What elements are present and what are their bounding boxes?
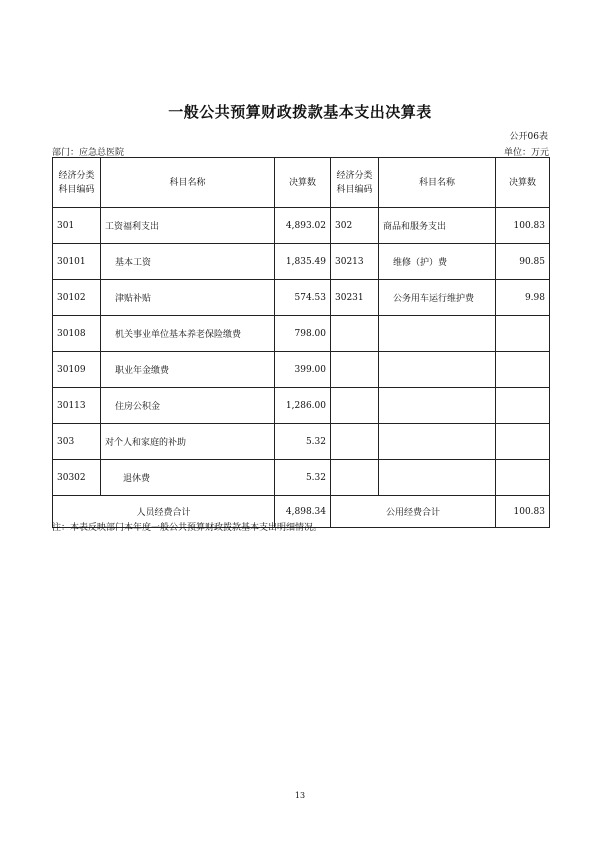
row-right-code — [331, 460, 379, 496]
row-left-code: 301 — [53, 208, 101, 244]
row-left-name: 津贴补贴 — [101, 280, 275, 316]
row-left-code: 303 — [53, 424, 101, 460]
row-right-code — [331, 388, 379, 424]
header-name-right: 科目名称 — [379, 158, 496, 208]
row-right-amount — [496, 460, 550, 496]
row-right-amount: 90.85 — [496, 244, 550, 280]
row-left-code: 30108 — [53, 316, 101, 352]
row-right-name — [379, 388, 496, 424]
table-header-row — [53, 158, 550, 208]
row-left-name: 职业年金缴费 — [101, 352, 275, 388]
row-left-name: 住房公积金 — [101, 388, 275, 424]
row-left-amount: 4,893.02 — [275, 208, 331, 244]
row-left-name: 基本工资 — [101, 244, 275, 280]
row-left-code: 30109 — [53, 352, 101, 388]
table-note: 注：本表反映部门本年度一般公共预算财政拨款基本支出明细情况。 — [52, 523, 323, 533]
unit-label: 单位：万元 — [503, 148, 549, 158]
row-left-amount: 574.53 — [275, 280, 331, 316]
row-right-name — [379, 352, 496, 388]
row-left-name: 机关事业单位基本养老保险缴费 — [101, 316, 275, 352]
row-right-code — [331, 316, 379, 352]
row-right-amount — [496, 316, 550, 352]
row-right-name — [379, 316, 496, 352]
header-name-left: 科目名称 — [101, 158, 275, 208]
header-amount-right: 决算数 — [496, 158, 550, 208]
table-row — [53, 352, 550, 388]
row-right-name: 维修（护）费 — [379, 244, 496, 280]
row-left-amount: 1,286.00 — [275, 388, 331, 424]
row-right-name — [379, 424, 496, 460]
header-code-right: 经济分类科目编码 — [331, 158, 379, 208]
row-right-amount — [496, 388, 550, 424]
row-right-code: 30231 — [331, 280, 379, 316]
row-left-amount: 5.32 — [275, 460, 331, 496]
page-number: 13 — [294, 791, 306, 800]
page-title: 一般公共预算财政拨款基本支出决算表 — [168, 103, 432, 121]
table-row — [53, 388, 550, 424]
row-left-amount: 798.00 — [275, 316, 331, 352]
table-row — [53, 280, 550, 316]
header-code-left: 经济分类科目编码 — [53, 158, 101, 208]
row-left-amount: 1,835.49 — [275, 244, 331, 280]
table-number: 公开06表 — [509, 132, 548, 142]
row-right-name: 商品和服务支出 — [379, 208, 496, 244]
row-right-amount: 9.98 — [496, 280, 550, 316]
personnel-total-label: 人员经费合计 — [53, 496, 275, 528]
row-right-code: 302 — [331, 208, 379, 244]
table-row — [53, 208, 550, 244]
row-left-amount: 5.32 — [275, 424, 331, 460]
row-right-amount: 100.83 — [496, 208, 550, 244]
table-row — [53, 460, 550, 496]
row-right-amount — [496, 424, 550, 460]
row-right-code: 30213 — [331, 244, 379, 280]
row-left-code: 30101 — [53, 244, 101, 280]
row-left-name: 工资福利支出 — [101, 208, 275, 244]
row-right-name — [379, 460, 496, 496]
row-left-code: 30102 — [53, 280, 101, 316]
basic-expenditure-table — [52, 157, 550, 528]
row-left-code: 30302 — [53, 460, 101, 496]
personnel-total-amount: 4,898.34 — [275, 496, 331, 528]
row-right-code — [331, 352, 379, 388]
row-right-name: 公务用车运行维护费 — [379, 280, 496, 316]
table-row — [53, 316, 550, 352]
department-label: 部门：应急总医院 — [52, 148, 125, 158]
row-right-code — [331, 424, 379, 460]
table-row — [53, 424, 550, 460]
row-left-name: 退休费 — [101, 460, 275, 496]
row-right-amount — [496, 352, 550, 388]
public-total-amount: 100.83 — [496, 496, 550, 528]
public-total-label: 公用经费合计 — [331, 496, 496, 528]
row-left-amount: 399.00 — [275, 352, 331, 388]
row-left-name: 对个人和家庭的补助 — [101, 424, 275, 460]
header-amount-left: 决算数 — [275, 158, 331, 208]
table-row — [53, 244, 550, 280]
row-left-code: 30113 — [53, 388, 101, 424]
